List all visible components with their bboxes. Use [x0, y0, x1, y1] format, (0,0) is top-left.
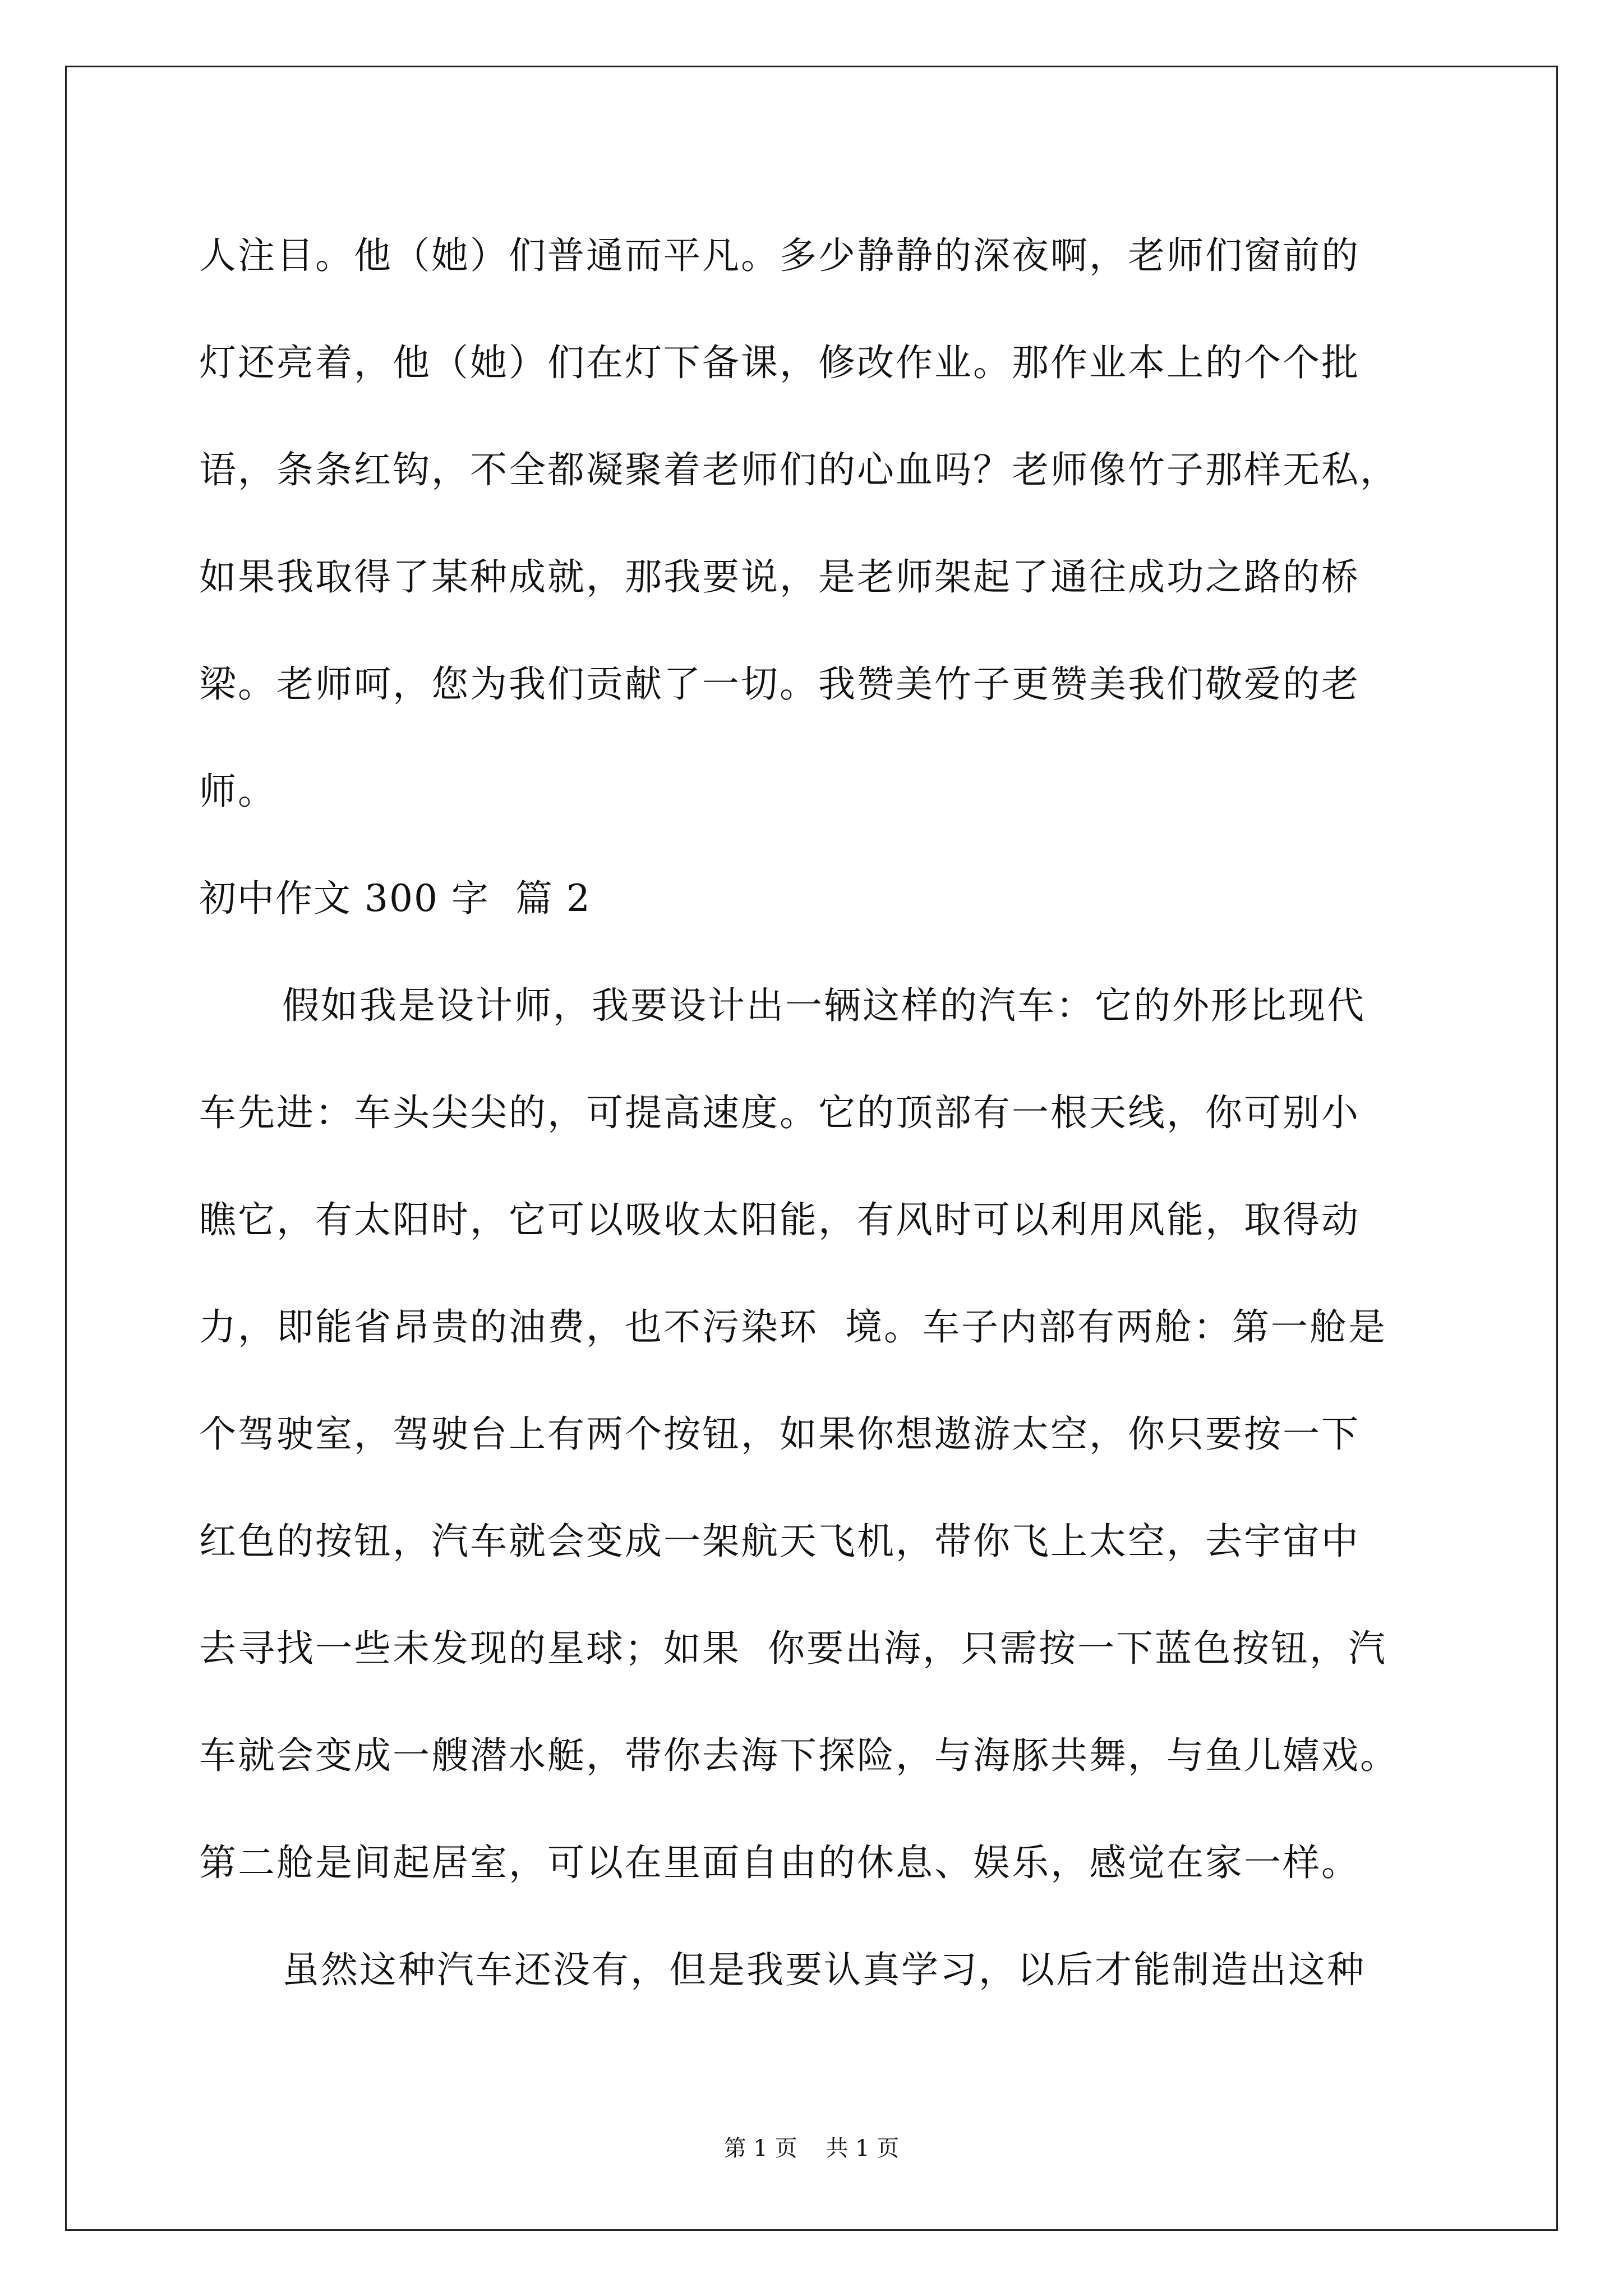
text-line: 灯还亮着，他（她）们在灯下备课，修改作业。那作业本上的个个批 [199, 341, 1360, 384]
text-line: 车先进：车头尖尖的，可提高速度。它的顶部有一根天线，你可别小 [199, 1091, 1360, 1134]
text-line: 红色的按钮，汽车就会变成一架航天飞机，带你飞上太空，去宇宙中 [199, 1520, 1360, 1563]
section-heading: 初中作文 300 字 篇 2 [199, 877, 591, 920]
text-line: 个驾驶室，驾驶台上有两个按钮，如果你想遨游太空，你只要按一下 [199, 1412, 1360, 1456]
text-line: 人注目。他（她）们普通而平凡。多少静静的深夜啊，老师们窗前的 [199, 234, 1360, 277]
text-line: 梁。老师呵，您为我们贡献了一切。我赞美竹子更赞美我们敬爱的老 [199, 662, 1360, 706]
text-line: 瞧它，有太阳时，它可以吸收太阳能，有风时可以利用风能，取得动 [199, 1198, 1360, 1241]
text-line: 去寻找一些未发现的星球；如果 你要出海，只需按一下蓝色按钮，汽 [199, 1627, 1387, 1670]
text-line: 师。 [199, 770, 276, 813]
text-line: 车就会变成一艘潜水艇，带你去海下探险，与海豚共舞，与鱼儿嬉戏。 [199, 1734, 1399, 1777]
paragraph-first-line: 假如我是设计师，我要设计出一辆这样的汽车：它的外形比现代 [282, 984, 1366, 1027]
text-line: 如果我取得了某种成就，那我要说，是老师架起了通往成功之路的桥 [199, 555, 1360, 599]
page-footer: 第 1 页 共 1 页 [723, 2136, 900, 2161]
paragraph-first-line: 虽然这种汽车还没有，但是我要认真学习，以后才能制造出这种 [282, 1948, 1366, 1991]
document-body [199, 202, 1433, 2023]
text-line: 力，即能省昂贵的油费，也不污染环 境。车子内部有两舱：第一舱是 [199, 1305, 1387, 1349]
text-line: 语，条条红钩，不全都凝聚着老师们的心血吗？老师像竹子那样无私， [199, 448, 1399, 491]
text-line: 第二舱是间起居室，可以在里面自由的休息、娱乐，感觉在家一样。 [199, 1841, 1360, 1884]
